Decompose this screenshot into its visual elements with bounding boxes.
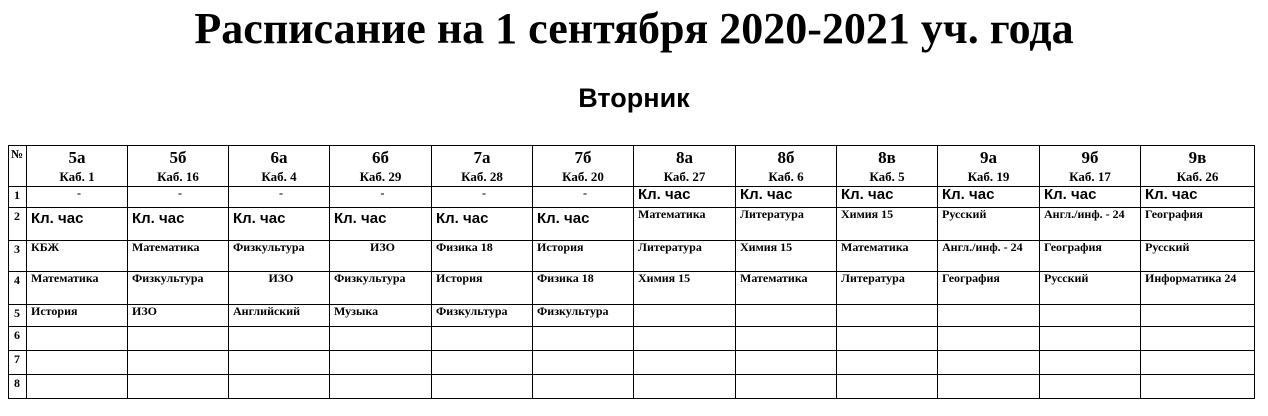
lesson-text: Кл. час [740,186,793,203]
lesson-cell: Русский [1141,241,1255,272]
lesson-cell: Физкультура [128,272,229,305]
lesson-cell: Физкультура [229,241,330,272]
class-header [1040,146,1141,187]
lesson-cell [229,208,330,241]
class-cabinet: Каб. 4 [261,169,297,184]
lesson-cell: Математика [128,241,229,272]
lesson-cell: Физика 18 [533,272,634,305]
lesson-cell: - [128,187,229,208]
lesson-cell [736,305,837,327]
lesson-cell [128,208,229,241]
class-name: 7б [574,148,592,167]
lesson-text: Кл. час [334,210,387,227]
lesson-number: 8 [9,375,27,399]
lesson-cell [938,351,1040,375]
lesson-text: Кл. час [31,210,84,227]
lesson-cell [938,375,1040,399]
lesson-cell: Математика [837,241,938,272]
lesson-cell [736,375,837,399]
class-name: 6б [372,148,389,167]
lesson-cell: Химия 15 [837,208,938,241]
class-name: 9в [1188,148,1207,167]
lesson-text: Кл. час [1044,186,1097,203]
lesson-cell [1040,375,1141,399]
lesson-cell [1040,351,1141,375]
lesson-cell: Английский [229,305,330,327]
lesson-cell: Физкультура [330,272,432,305]
lesson-row-3 [9,241,1255,272]
lesson-cell [634,351,736,375]
lesson-cell [736,327,837,351]
lesson-cell [938,305,1040,327]
lesson-cell [1040,305,1141,327]
lesson-cell [1141,375,1255,399]
lesson-number: 7 [9,351,27,375]
lesson-cell [736,351,837,375]
lesson-cell [432,208,533,241]
lesson-cell: ИЗО [128,305,229,327]
class-cabinet: Каб. 26 [1176,169,1219,184]
class-cabinet: Каб. 29 [359,169,402,184]
lesson-number: 2 [9,208,27,241]
lesson-cell: Англ./инф. - 24 [938,241,1040,272]
lesson-cell [1040,187,1141,208]
lesson-cell [128,375,229,399]
lesson-text: Кл. час [1145,186,1198,203]
lesson-cell [432,375,533,399]
lesson-cell [938,187,1040,208]
class-name: 9а [980,148,997,167]
lesson-cell [634,375,736,399]
lesson-row-2 [9,208,1255,241]
lesson-cell [27,351,128,375]
lesson-cell [229,351,330,375]
lesson-cell: История [533,241,634,272]
lesson-cell: География [1040,241,1141,272]
class-name: 5б [169,148,187,167]
lesson-cell: - [229,187,330,208]
lesson-text: Кл. час [436,210,489,227]
class-cabinet: Каб. 1 [59,169,95,184]
lesson-text: Кл. час [638,186,691,203]
lesson-cell [27,208,128,241]
lesson-cell: История [27,305,128,327]
day-heading: Вторник [578,83,690,113]
lesson-cell [634,305,736,327]
schedule-table [8,145,1255,399]
lesson-cell: КБЖ [27,241,128,272]
lesson-row-7 [9,351,1255,375]
lesson-cell [634,187,736,208]
lesson-number: 1 [9,187,27,208]
lesson-cell [533,351,634,375]
class-cabinet: Каб. 27 [663,169,706,184]
lesson-row-6 [9,327,1255,351]
lesson-cell [27,375,128,399]
class-name: 8в [878,148,896,167]
lesson-cell [128,327,229,351]
lesson-cell: Химия 15 [736,241,837,272]
lesson-number: 6 [9,327,27,351]
lesson-cell [533,327,634,351]
lesson-cell [27,327,128,351]
class-cabinet: Каб. 5 [869,169,905,184]
lesson-cell: Математика [634,208,736,241]
lesson-cell: Литература [837,272,938,305]
lesson-cell [634,327,736,351]
lesson-cell [1141,327,1255,351]
lesson-cell [128,351,229,375]
lesson-cell [330,327,432,351]
class-cabinet: Каб. 20 [562,169,604,184]
lesson-cell [837,187,938,208]
lesson-cell: Англ./инф. - 24 [1040,208,1141,241]
lesson-cell: Химия 15 [634,272,736,305]
lesson-row-8 [9,375,1255,399]
lesson-cell: Литература [736,208,837,241]
lesson-cell: Информатика 24 [1141,272,1255,305]
lesson-cell: - [432,187,533,208]
class-header [229,146,330,187]
lesson-cell [533,375,634,399]
lesson-cell: Физика 18 [432,241,533,272]
class-header [330,146,432,187]
lesson-cell: - [27,187,128,208]
class-name: 9б [1081,148,1099,167]
lesson-cell [1141,187,1255,208]
lesson-cell [1141,351,1255,375]
lesson-cell: Физкультура [533,305,634,327]
lesson-cell [938,327,1040,351]
lesson-text: Кл. час [841,186,894,203]
lesson-cell [837,351,938,375]
lesson-cell [330,351,432,375]
lesson-cell [837,305,938,327]
class-cabinet: Каб. 28 [461,169,503,184]
lesson-text: Кл. час [132,210,185,227]
lesson-cell: - [330,187,432,208]
lesson-number: 5 [9,305,27,327]
lesson-cell: География [1141,208,1255,241]
lesson-cell [533,208,634,241]
lesson-cell: - [533,187,634,208]
lesson-cell [432,351,533,375]
class-header [128,146,229,187]
class-header [533,146,634,187]
class-cabinet: Каб. 17 [1069,169,1111,184]
lesson-cell [330,375,432,399]
lesson-number: 3 [9,241,27,272]
lesson-cell: Математика [27,272,128,305]
lesson-number: 4 [9,272,27,305]
lesson-cell [837,375,938,399]
lesson-cell [229,375,330,399]
num-header: № [9,146,27,187]
class-cabinet: Каб. 16 [157,169,199,184]
lesson-text: Кл. час [942,186,995,203]
lesson-cell: Литература [634,241,736,272]
class-header [432,146,533,187]
class-header [837,146,938,187]
lesson-cell [1040,327,1141,351]
lesson-row-5 [9,305,1255,327]
class-header [938,146,1040,187]
class-name: 8а [676,148,693,167]
class-header [27,146,128,187]
lesson-cell: Физкультура [432,305,533,327]
lesson-text: Кл. час [537,210,590,227]
lesson-cell: ИЗО [229,272,330,305]
lesson-text: Кл. час [233,210,286,227]
lesson-row-4 [9,272,1255,305]
class-name: 5а [68,148,86,167]
header-row [9,146,1255,187]
class-name: 6а [270,148,288,167]
class-header [634,146,736,187]
class-cabinet: Каб. 19 [967,169,1010,184]
class-cabinet: Каб. 6 [768,169,804,184]
lesson-cell: Русский [938,208,1040,241]
lesson-cell [229,327,330,351]
lesson-cell [432,327,533,351]
class-name: 8б [777,148,795,167]
lesson-cell [736,187,837,208]
lesson-cell [330,208,432,241]
page-title: Расписание на 1 сентября 2020-2021 уч. года [194,4,1074,53]
lesson-cell: Музыка [330,305,432,327]
lesson-row-1 [9,187,1255,208]
lesson-cell: География [938,272,1040,305]
lesson-cell: Русский [1040,272,1141,305]
class-header [1141,146,1255,187]
lesson-cell: ИЗО [330,241,432,272]
lesson-cell: Математика [736,272,837,305]
lesson-cell [1141,305,1255,327]
class-header [736,146,837,187]
lesson-cell: История [432,272,533,305]
class-name: 7а [473,148,491,167]
lesson-cell [837,327,938,351]
